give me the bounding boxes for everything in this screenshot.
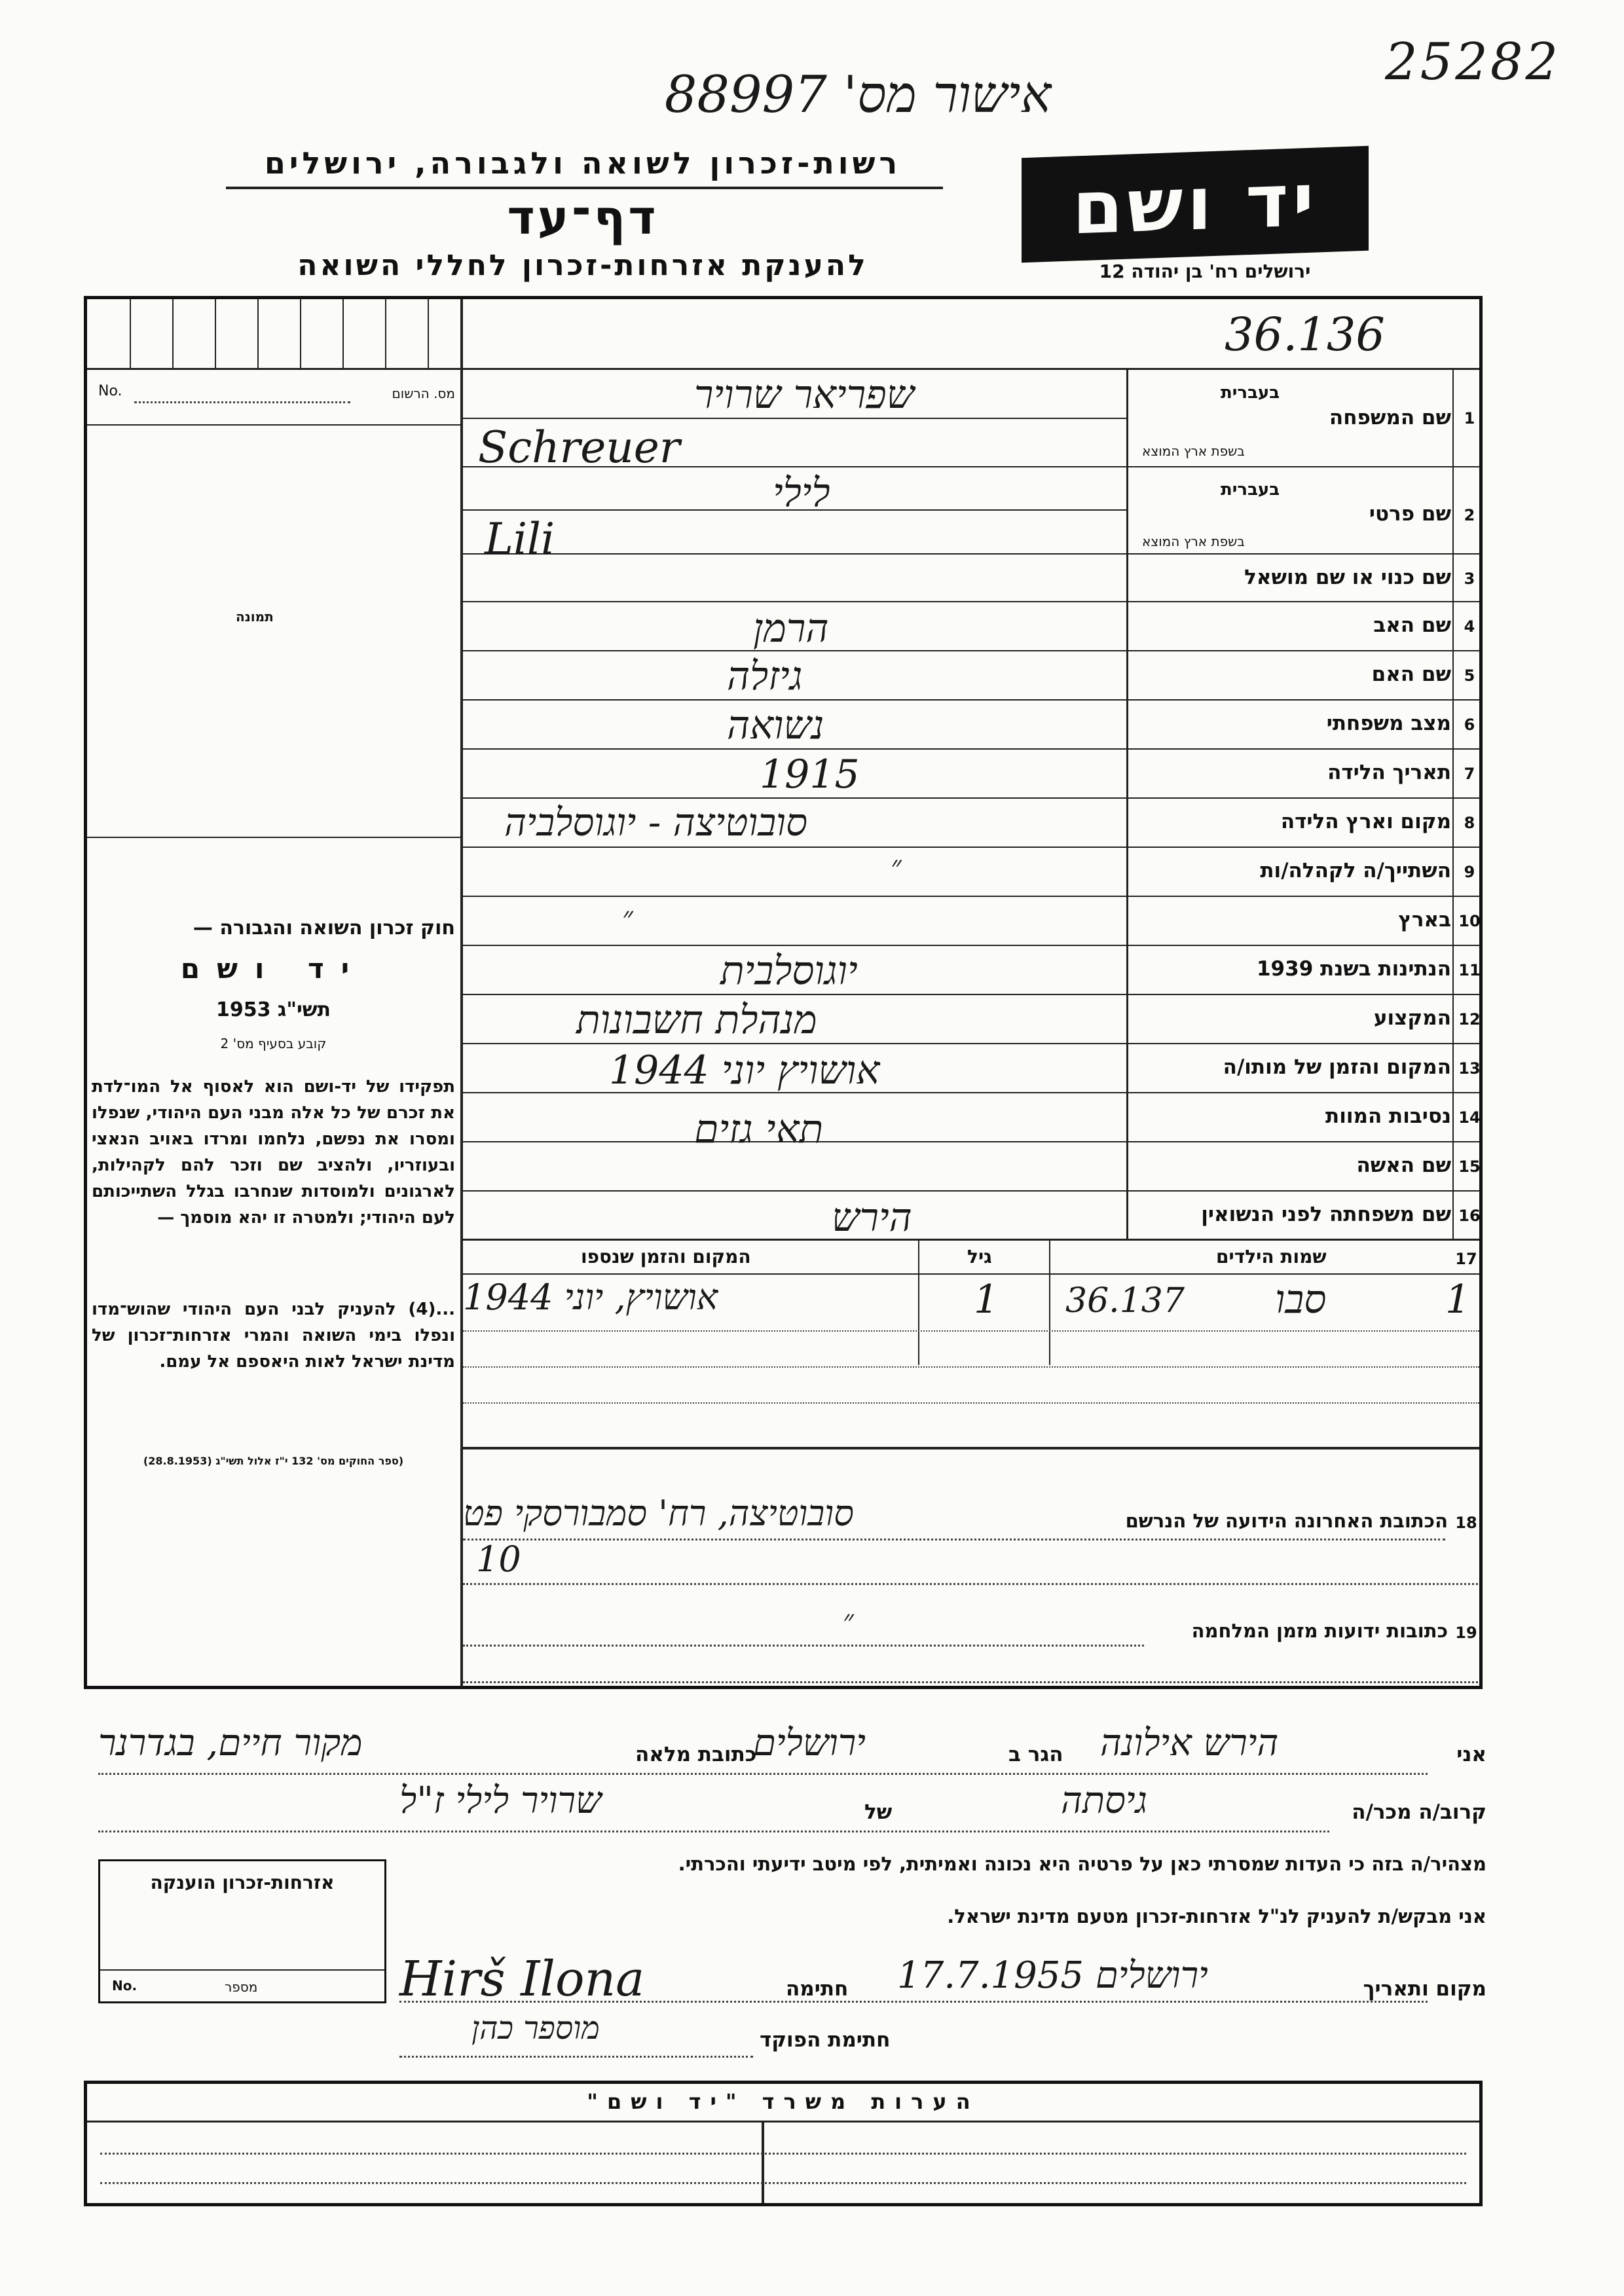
award-no-label: No. — [112, 1978, 138, 1994]
field-5-mother — [1129, 652, 1483, 699]
field-13-num: 13 — [1458, 1059, 1481, 1078]
decl-place-date-label: מקום ותאריך — [1363, 1977, 1486, 2001]
field-2-label: שם פרטי — [1369, 502, 1451, 526]
decl-ani: אני — [1456, 1743, 1486, 1766]
field-5-label: שם האם — [1371, 663, 1451, 686]
field-7-label: תאריך הלידה — [1327, 761, 1451, 784]
field-2-sub-top: בעברית — [1221, 480, 1280, 500]
field-15-num: 15 — [1458, 1157, 1481, 1176]
field-16-num: 16 — [1458, 1207, 1481, 1225]
field-13-death-place-time — [1129, 1045, 1483, 1092]
child-1-name: סבו — [1275, 1277, 1327, 1322]
field-18-value-line2: 10 — [476, 1539, 521, 1580]
form-subtitle: להענקת אזרחות-זכרון לחללי השואה — [297, 249, 868, 282]
field-9-label: השתייך/ה לקהלה/ות — [1260, 859, 1451, 883]
field-9-num: 9 — [1464, 863, 1475, 881]
children-num: 17 — [1455, 1250, 1477, 1268]
decl-officer-label: חתימת הפוקד — [760, 2028, 891, 2052]
field-6-num: 6 — [1464, 716, 1475, 734]
field-14-num: 14 — [1458, 1108, 1481, 1127]
field-8-birthplace — [1129, 799, 1483, 847]
field-2-num: 2 — [1464, 506, 1475, 524]
field-4-label: שם האב — [1373, 613, 1451, 637]
field-5-value: גיזלה — [727, 653, 803, 699]
field-11-value: יוגוסלבית — [720, 948, 858, 994]
field-18-last-address — [463, 1493, 1479, 1597]
field-14-circumstances — [1129, 1094, 1483, 1141]
field-18-value: סובוטיצה, רח' סמבורסקי פט — [463, 1493, 854, 1534]
field-16-label: שם משפחתה לפני הנשואין — [1201, 1203, 1451, 1226]
field-8-label: מקום וארץ הלידה — [1280, 810, 1451, 833]
child-1-index: 1 — [1445, 1277, 1471, 1322]
award-title: אזרחות-זכרון הוענקה — [150, 1872, 335, 1893]
decl-signature: Hirš Ilona — [399, 1951, 645, 2007]
field-12-label: המקצוע — [1373, 1006, 1451, 1030]
field-10-label: בארץ — [1398, 908, 1451, 932]
field-18-num: 18 — [1455, 1514, 1477, 1532]
remarks-title: הערות משרד "יד ושם" — [587, 2089, 980, 2114]
law-clause: קובע בסעיף מס' 2 — [220, 1036, 327, 1051]
field-12-occupation — [1129, 996, 1483, 1043]
decl-city: ירושלים — [753, 1722, 866, 1764]
law-text-2: ...(4) להעניק לבני העם היהודי שהוש־מדו ונפלו בימי השואה והמרי אזרחות־זכרון של מדינת ישראל לאות היאספם אל עמם. — [92, 1300, 455, 1372]
law-text-1: תפקידו של יד-ושם הוא לאסוף אל המו־לדת את זכרם של כל אלה מבני העם היהודי, שנפלו ומסרו את נפשם, נלחמו ומרדו באויב הנאצי ובעוזריו, ולהציב שם וזכר להם לקהילות, לארגונים ולמוסדות שנחרבו בגלל השתייכותם לעם היהודי; ולמטרה זו יהא מוסמך — — [92, 1077, 455, 1228]
yad-vashem-logo — [1022, 146, 1369, 263]
field-2-value: לילי — [773, 470, 830, 516]
field-8-num: 8 — [1464, 814, 1475, 832]
law-name: יד ושם — [180, 953, 367, 985]
field-15-wife — [1129, 1143, 1483, 1190]
decl-statement-2: אני מבקש/ת להעניק לנ"ל אזרחות-זכרון מטעם מדינת ישראל. — [947, 1905, 1486, 1927]
photo-label: תמונה — [236, 609, 274, 625]
decl-officer-sig: מוספר כהן — [471, 2010, 600, 2047]
decl-witness-name: הירש אילונה — [1100, 1722, 1279, 1764]
remarks-frame — [84, 2081, 1483, 2206]
field-2-value-latin: Lili — [485, 514, 555, 564]
field-10-country — [1129, 898, 1483, 945]
field-7-birthdate — [1129, 750, 1483, 797]
law-year: תשי"ג 1953 — [215, 998, 331, 1021]
field-5-num: 5 — [1464, 666, 1475, 685]
registration-no-row — [98, 383, 455, 409]
field-6-label: מצב משפחתי — [1326, 712, 1451, 735]
field-11-num: 11 — [1458, 961, 1481, 979]
field-7-num: 7 — [1464, 765, 1475, 783]
children-col-place: המקום והזמן שנספו — [581, 1246, 751, 1267]
field-2-first-name — [1129, 468, 1483, 553]
law-source: (ספר החוקים מס' 132 י"ז אלול תשי"ג (28.8.1953) — [143, 1455, 404, 1467]
children-col-age: גיל — [967, 1246, 992, 1267]
field-4-father — [1129, 603, 1483, 650]
field-8-value: סובוטיצה - יוגוסלביה — [504, 800, 808, 845]
field-18-label: הכתובת האחרונה הידועה של הנרשם — [1125, 1510, 1448, 1532]
field-10-num: 10 — [1458, 912, 1481, 930]
field-6-marital — [1129, 701, 1483, 748]
law-title: חוק זכרון השואה והגבורה — — [193, 917, 455, 939]
field-1-num: 1 — [1464, 409, 1475, 428]
field-15-label: שם האשה — [1356, 1154, 1451, 1177]
decl-statement-1: מצהיר/ה בזה כי העדות שמסרתי כאן על פרטיה היא נכונה ואמיתית, לפי מיטב ידיעתי והכרתי. — [678, 1853, 1486, 1875]
field-16-maiden-name — [1129, 1192, 1483, 1239]
logo-text: יד ושם — [1072, 157, 1318, 251]
approval-note: אישור מס' 88997 — [664, 65, 1052, 124]
field-7-value: 1915 — [760, 752, 860, 797]
field-11-citizenship — [1129, 947, 1483, 994]
decl-signature-label: חתימה — [786, 1977, 849, 2001]
decl-place-date: ירושלים 17.7.1955 — [897, 1954, 1208, 1997]
field-14-value: תאי גזים — [694, 1106, 824, 1152]
child-1-place: אושויץ, יוני 1944 — [463, 1277, 718, 1318]
decl-of-label: של — [864, 1800, 893, 1824]
child-1-age: 1 — [974, 1277, 999, 1322]
field-1-label: שם המשפחה — [1329, 406, 1451, 429]
field-13-label: המקום והזמן של מותו/ה — [1223, 1055, 1451, 1079]
reg-label: מס. הרשום — [392, 386, 455, 401]
field-19-label: כתובות ידועות מזמן המלחמה — [1191, 1620, 1448, 1642]
field-3-num: 3 — [1464, 570, 1475, 588]
decl-full-address-label: כתובת מלאה — [635, 1743, 757, 1766]
field-11-label: הנתינות בשנת 1939 — [1256, 957, 1451, 981]
field-2-sub-bottom: בשפת ארץ המוצא — [1142, 534, 1245, 549]
field-19-num: 19 — [1455, 1624, 1477, 1642]
authority-title: רשות-זכרון לשואה ולגבורה, ירושלים — [264, 145, 902, 181]
decl-full-address: מקור חיים, בגדרנר — [98, 1722, 363, 1764]
award-box — [98, 1859, 386, 2003]
field-1-family-name — [1129, 370, 1483, 466]
code-boxes — [87, 299, 460, 369]
field-19-value: ״ — [843, 1604, 854, 1637]
field-4-num: 4 — [1464, 617, 1475, 636]
children-table — [463, 1241, 1479, 1437]
field-13-value: אושויץ יוני 1944 — [609, 1048, 880, 1093]
award-number-label: מספר — [225, 1979, 258, 1995]
field-16-value: הירש — [832, 1195, 912, 1241]
child-1-ref: 36.137 — [1065, 1281, 1185, 1321]
field-6-value: נשואה — [727, 702, 824, 748]
field-1-value: שפריאר שרויר — [694, 372, 915, 418]
field-3-alias — [1129, 555, 1483, 601]
form-title: דף־עד — [507, 190, 659, 245]
decl-residing: הגר ב — [1008, 1743, 1063, 1766]
decl-relation: גיסתה — [1061, 1779, 1147, 1822]
field-1-sub-bottom: בשפת ארץ המוצא — [1142, 443, 1245, 459]
no-label: No. — [98, 383, 122, 399]
decl-relative-label: קרוב/ה מכר/ה — [1352, 1800, 1486, 1824]
field-12-num: 12 — [1458, 1010, 1481, 1029]
decl-of-name: שרויר לילי ז"ל — [399, 1779, 602, 1822]
field-10-value: ״ — [622, 901, 633, 934]
file-number: 36.136 — [1225, 308, 1385, 361]
field-9-community — [1129, 848, 1483, 896]
field-1-sub-top: בעברית — [1221, 383, 1280, 403]
field-1-value-latin: Schreuer — [478, 422, 680, 473]
field-19-wartime-addresses — [463, 1597, 1479, 1689]
address: ירושלים רח' בן יהודה 12 — [1099, 261, 1311, 282]
field-4-value: הרמן — [753, 606, 829, 651]
field-9-value: ״ — [891, 850, 902, 883]
field-3-label: שם כנוי או שם מושאל — [1244, 566, 1451, 589]
field-14-label: נסיבות המוות — [1325, 1104, 1451, 1128]
registration-number: 25282 — [1385, 33, 1561, 92]
field-12-value: מנהלת חשבונות — [576, 997, 817, 1043]
children-col-names: שמות הילדים — [1216, 1246, 1327, 1267]
